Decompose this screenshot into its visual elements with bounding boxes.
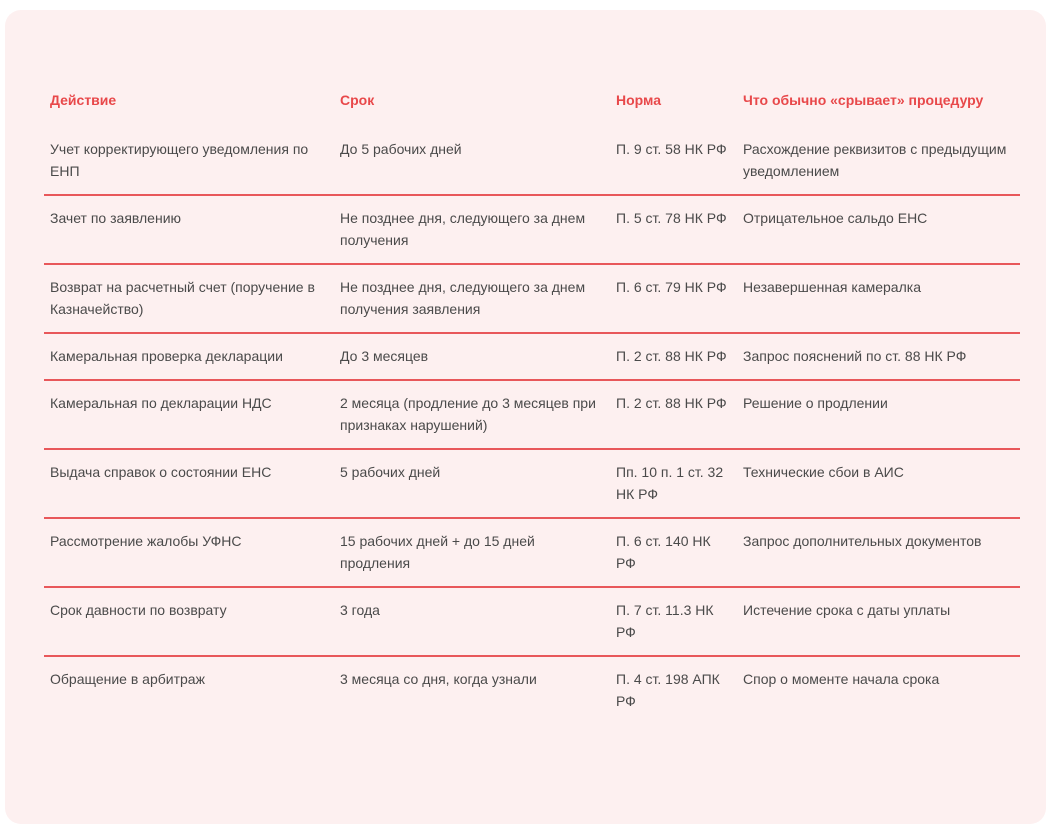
table-row xyxy=(44,264,1020,333)
cell-norm: П. 5 ст. 78 НК РФ xyxy=(616,210,727,226)
deadlines-table xyxy=(44,50,1020,724)
cell-deadline: 3 месяца со дня, когда узнали xyxy=(340,671,537,687)
cell-disruptor: Расхождение реквизитов с предыдущим уведомлением xyxy=(743,141,1007,179)
cell-action: Камеральная проверка декларации xyxy=(50,348,283,364)
cell-disruptor: Незавершенная камералка xyxy=(743,279,921,295)
table-row xyxy=(44,656,1020,724)
table-row xyxy=(44,518,1020,587)
cell-action: Возврат на расчетный счет (поручение в Казначейство) xyxy=(50,279,315,317)
cell-norm: П. 2 ст. 88 НК РФ xyxy=(616,395,727,411)
cell-deadline: Не позднее дня, следующего за днем получения заявления xyxy=(340,279,586,317)
cell-deadline: 15 рабочих дней + до 15 дней продления xyxy=(340,533,535,571)
cell-norm: П. 6 ст. 79 НК РФ xyxy=(616,279,727,295)
table-row xyxy=(44,449,1020,518)
cell-disruptor: Запрос дополнительных документов xyxy=(743,533,982,549)
cell-disruptor: Запрос пояснений по ст. 88 НК РФ xyxy=(743,348,967,364)
cell-deadline: До 5 рабочих дней xyxy=(340,141,462,157)
table-row xyxy=(44,127,1020,195)
header-disruptor: Что обычно «срывает» процедуру xyxy=(743,92,984,108)
cell-norm: П. 9 ст. 58 НК РФ xyxy=(616,141,727,157)
cell-deadline: Не позднее дня, следующего за днем получения xyxy=(340,210,586,248)
cell-norm: П. 7 ст. 11.3 НК РФ xyxy=(616,602,714,640)
cell-action: Обращение в арбитраж xyxy=(50,671,205,687)
cell-action: Рассмотрение жалобы УФНС xyxy=(50,533,242,549)
table-card xyxy=(5,10,1046,824)
table-row xyxy=(44,195,1020,264)
cell-action: Камеральная по декларации НДС xyxy=(50,395,272,411)
cell-disruptor: Решение о продлении xyxy=(743,395,888,411)
cell-action: Учет корректирующего уведомления по ЕНП xyxy=(50,141,309,179)
cell-norm: П. 2 ст. 88 НК РФ xyxy=(616,348,727,364)
header-row xyxy=(44,50,1020,127)
cell-deadline: До 3 месяцев xyxy=(340,348,429,364)
cell-action: Выдача справок о состоянии ЕНС xyxy=(50,464,272,480)
cell-norm: Пп. 10 п. 1 ст. 32 НК РФ xyxy=(616,464,724,502)
cell-disruptor: Отрицательное сальдо ЕНС xyxy=(743,210,928,226)
cell-deadline: 2 месяца (продление до 3 месяцев при признаках нарушений) xyxy=(340,395,596,433)
cell-norm: П. 4 ст. 198 АПК РФ xyxy=(616,671,720,709)
table-row xyxy=(44,587,1020,656)
cell-disruptor: Спор о моменте начала срока xyxy=(743,671,940,687)
cell-disruptor: Истечение срока с даты уплаты xyxy=(743,602,951,618)
cell-action: Зачет по заявлению xyxy=(50,210,182,226)
table-row xyxy=(44,380,1020,449)
header-action: Действие xyxy=(50,92,117,108)
header-deadline: Срок xyxy=(340,92,375,108)
cell-deadline: 5 рабочих дней xyxy=(340,464,441,480)
header-norm: Норма xyxy=(616,92,661,108)
table-row xyxy=(44,333,1020,380)
cell-action: Срок давности по возврату xyxy=(50,602,227,618)
cell-deadline: 3 года xyxy=(340,602,380,618)
cell-norm: П. 6 ст. 140 НК РФ xyxy=(616,533,711,571)
cell-disruptor: Технические сбои в АИС xyxy=(743,464,904,480)
